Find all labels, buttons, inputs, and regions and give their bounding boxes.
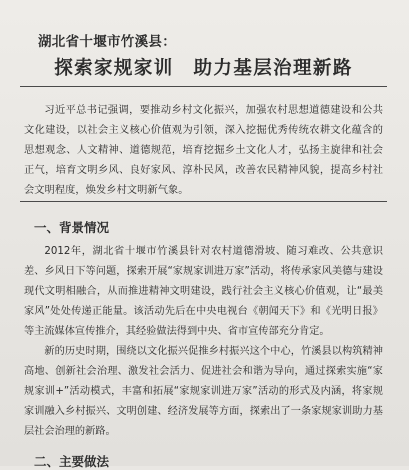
article-abstract: 习近平总书记强调，要推动乡村文化振兴，加强农村思想道德建设和公共文化建设，以社会主义核心价值观为引领，深入挖掘优秀传统农耕文化蕴含的思想观念、人文精神、道德规范，培育挖掘乡土文化人才，弘扬主旋律和社会正气，培育文明乡风、良好家风、淳朴民风，改善农民精神风貌，提高乡村社会文明程度，焕发乡村文明新气象。 [24,105,383,196]
article-kicker: 湖北省十堰市竹溪县： [38,34,176,50]
title-divider [20,86,387,87]
background-paragraph-1: 2012年，湖北省十堰市竹溪县针对农村道德滑坡、随习难改、公共意识差、乡风日下等问题，探索开展“家规家训进万家”活动，将传承家风美德与建设现代文明相融合，从而推进精神文明建设，践行社会主义核心价值观，让“最美家风”处处传递正能量。该活动先后在中央电视台《朝闻天下》和《光明日报》等主流媒体宣传推介，其经验做法得到中央、省市宣传部充分肯定。 [24,246,383,337]
section-heading-background: 一、背景情况 [34,220,110,235]
background-paragraph-2: 新的历史时期，围绕以文化振兴促推乡村振兴这个中心，竹溪县以构筑精神高地、创新社会治理、激发社会活力、促进社会和谐为导向，通过探索实施“家规家训+”活动模式，丰富和拓展“家规家训进万家”活动的形式及内涵，将家规家训融入乡村振兴、文明创建、经济发展等方面，探索出了一条家规家训助力基层社会治理的新路。 [24,346,383,437]
article-title: 探索家规家训 助力基层治理新路 [54,58,353,79]
abstract-divider [20,201,387,202]
section-heading-main-practices: 二、主要做法 [34,454,110,469]
